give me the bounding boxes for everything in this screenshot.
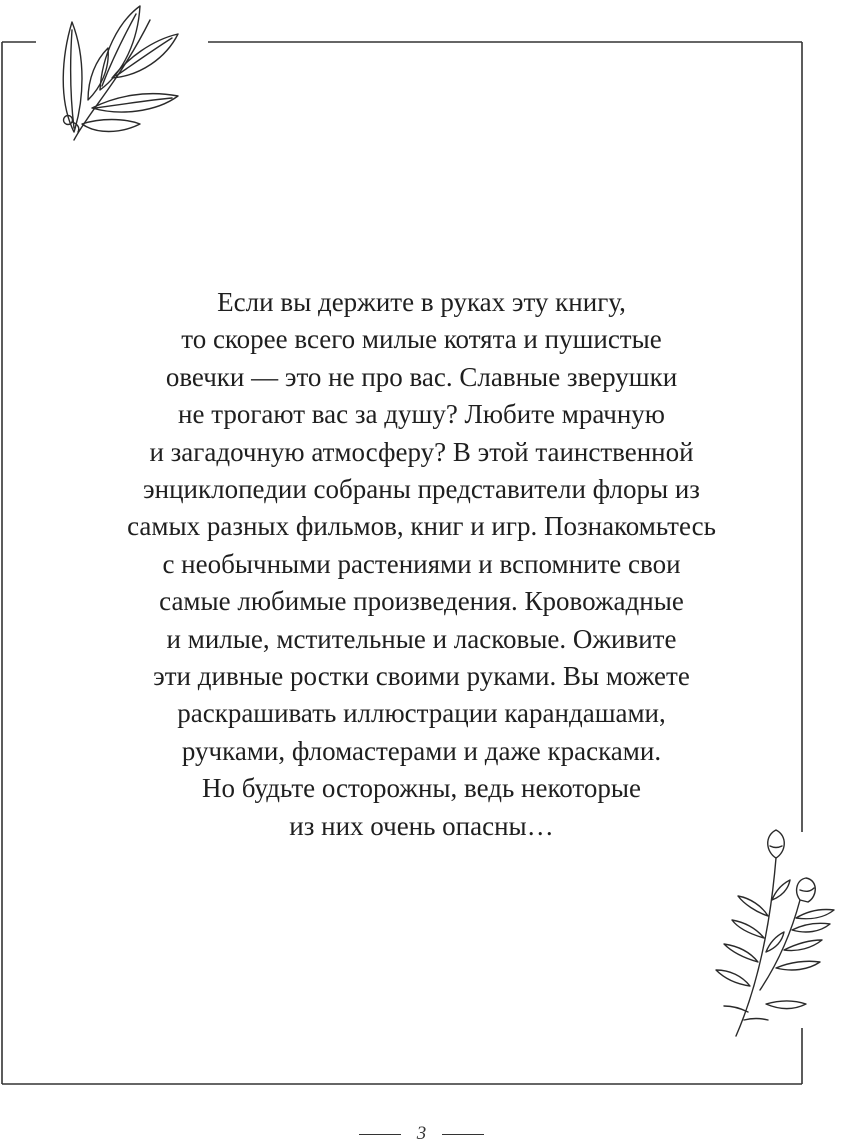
page-number: 3	[416, 1123, 427, 1144]
text-line: Но будьте осторожны, ведь некоторые	[202, 773, 641, 804]
text-line: то скорее всего милые котята и пушистые	[181, 324, 662, 355]
text-line: ручками, фломастерами и даже красками.	[181, 735, 662, 766]
text-line: раскрашивать иллюстрации карандашами,	[177, 698, 666, 729]
text-line: Если вы держите в руках эту книгу,	[217, 287, 626, 317]
leaf-branch-icon	[63, 6, 178, 140]
text-line: самых разных фильмов, книг и игр. Познакомьтесь	[127, 511, 716, 542]
footer-rule-right	[442, 1134, 484, 1135]
page-footer	[0, 1124, 843, 1144]
text-line: эти дивные ростки своими руками. Вы можете	[153, 661, 690, 692]
text-line: энциклопедии собраны представители флоры из	[143, 474, 700, 505]
flower-sprig-icon	[716, 830, 834, 1036]
text-line: и загадочную атмосферу? В этой таинственной	[149, 436, 694, 467]
text-line: не трогают вас за душу? Любите мрачную	[178, 399, 665, 430]
text-line: и милые, мстительные и ласковые. Оживите	[166, 623, 677, 654]
text-line: овечки — это не про вас. Славные зверушки	[165, 361, 678, 392]
text-line: самые любимые произведения. Кровожадные	[159, 586, 684, 617]
text-line: с необычными растениями и вспомните свои	[162, 548, 681, 579]
intro-text	[40, 284, 803, 845]
footer-rule-left	[359, 1134, 401, 1135]
text-line: из них очень опасны…	[289, 810, 554, 841]
